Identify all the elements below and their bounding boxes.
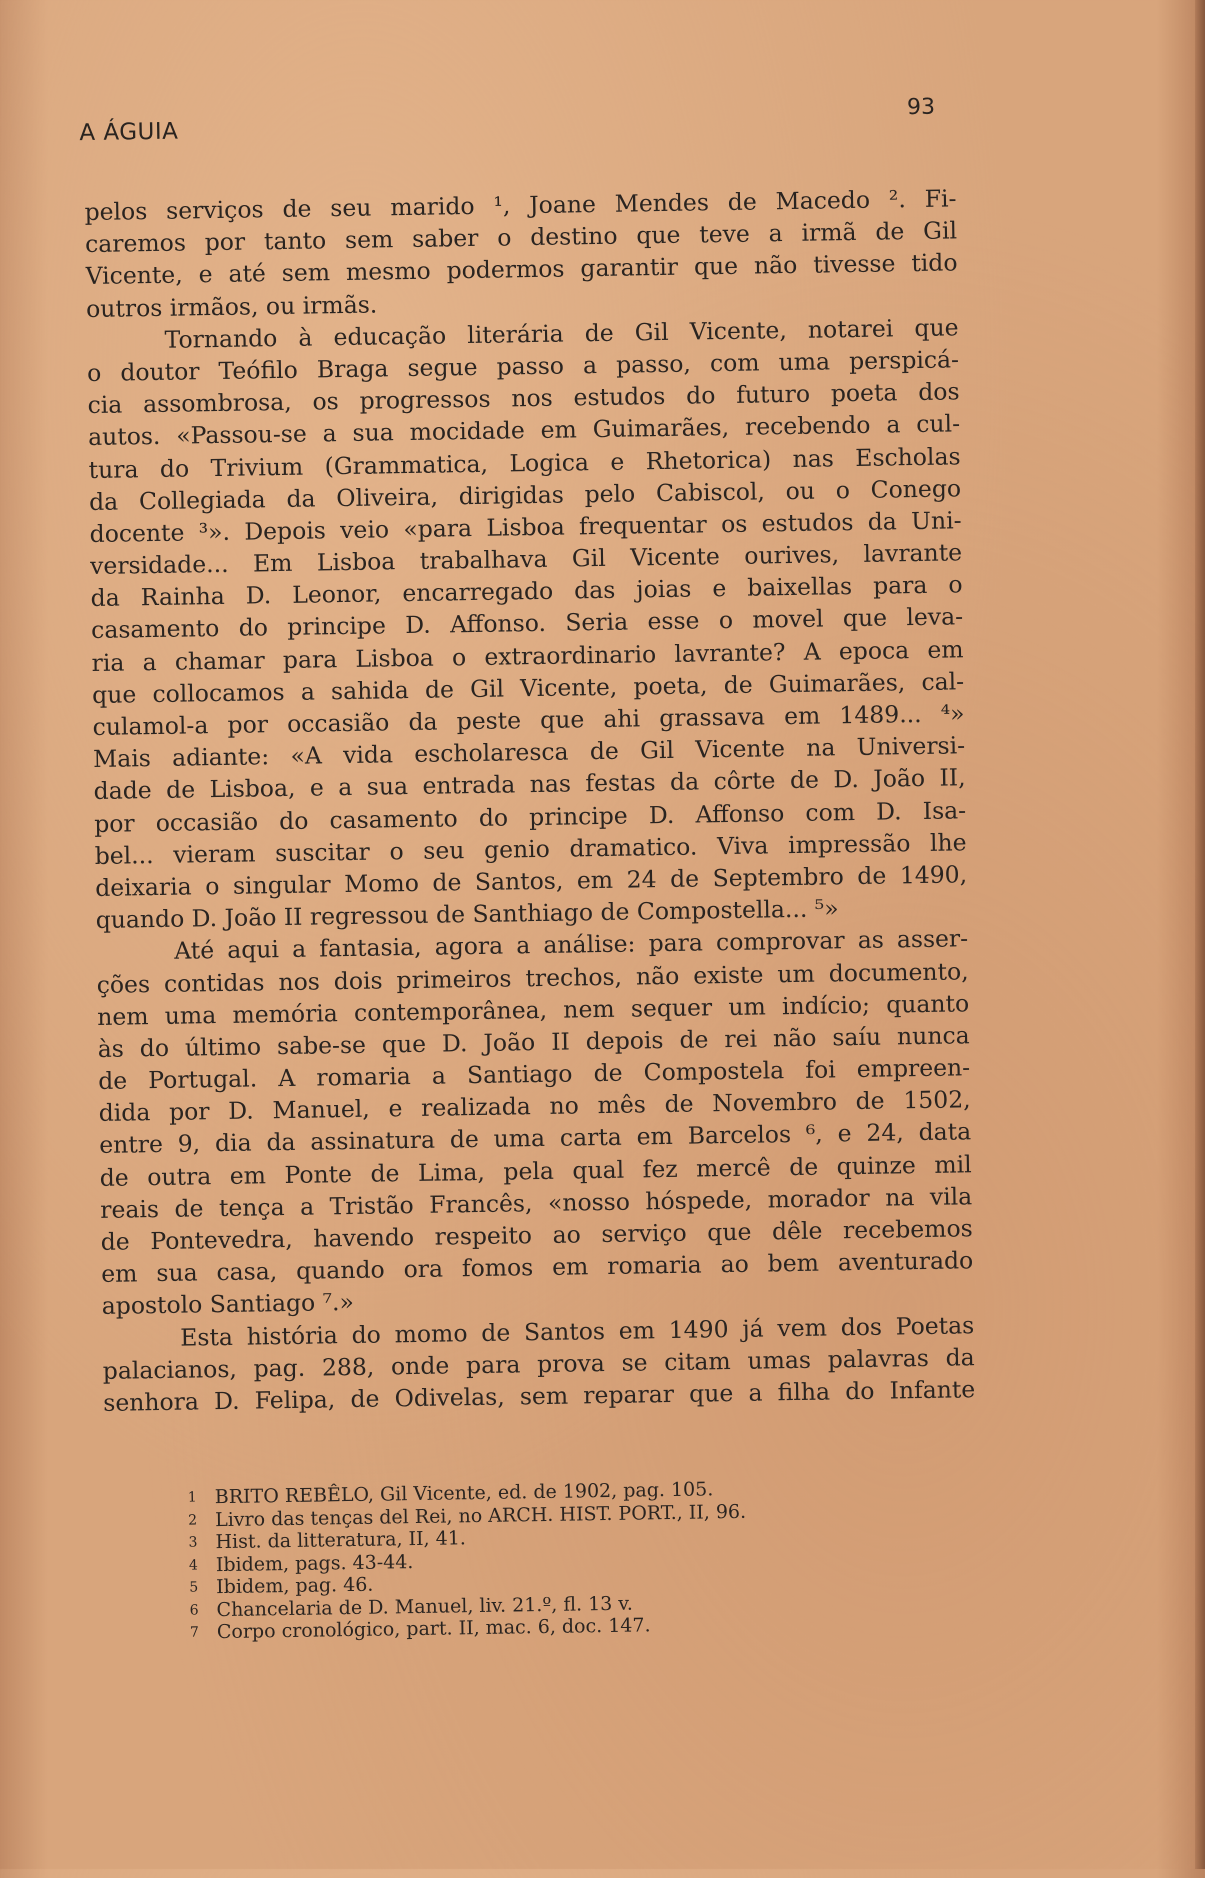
text-line: da Rainha D. Leonor, encarregado das joias e baixellas para o (90, 570, 963, 613)
text-line: o doutor Teófilo Braga segue passo a passo, com uma perspicá- (86, 345, 960, 387)
text-line: caremos por tanto sem saber o destino que teve a irmã de Gil (84, 216, 958, 259)
text-line: Vicente, e até sem mesmo podermos garantir que não tivesse tido (85, 248, 958, 291)
text-line: pelos serviços de seu marido ¹, Joane Mendes de Macedo ². Fi- (84, 184, 957, 227)
footnote-text: Ibidem, pag. 46. (216, 1573, 374, 1599)
footnote-number: 5 (189, 1579, 199, 1596)
footnote-text: Livro das tenças del Rei, no ARCH. HIST. PORT., II, 96. (214, 1500, 747, 1531)
text-line: de Pontevedra, havendo respeito ao serviço que dêle recebemos (100, 1214, 973, 1256)
text-line: autos. «Passou-se a sua mocidade em Guimarães, recebendo a cul- (87, 409, 961, 452)
text-line: entre 9, dia da assinatura de uma carta em Barcelos ⁶, e 24, data (99, 1117, 972, 1160)
text-line: de Portugal. A romaria a Santiago de Compostela foi empreen- (98, 1053, 971, 1095)
text-line: outros irmãos, ou irmãs. (85, 290, 378, 323)
footnote-number: 3 (188, 1534, 198, 1551)
footnote-text: Corpo cronológico, part. II, mac. 6, doc. 147. (216, 1614, 651, 1644)
footnote-number: 7 (189, 1624, 200, 1641)
text-line: senhora D. Felipa, de Odivelas, sem reparar que a filha do Infante (103, 1375, 976, 1417)
text-line: casamento do principe D. Affonso. Seria esse o movel que leva- (90, 602, 964, 645)
text-line: da Collegiada da Oliveira, dirigidas pelo Cabiscol, ou o Conego (88, 474, 962, 516)
text-line: Até aqui a fantasia, agora a análise: para comprovar as asser- (173, 924, 969, 966)
footnote-number: 1 (187, 1489, 197, 1506)
text-line: ções contidas nos dois primeiros trechos, não existe um documento, (96, 956, 969, 999)
footnote-number: 4 (188, 1556, 198, 1574)
body-text (84, 182, 975, 1419)
text-line: em sua casa, quando ora fomos em romaria ao bem aventurado (101, 1246, 974, 1289)
footnote-number: 2 (188, 1511, 198, 1529)
text-line: cia assombrosa, os progressos nos estudos do futuro poeta dos (87, 377, 960, 420)
text-line: deixaria o singular Momo de Santos, em 24 de Septembro de 1490, (94, 860, 968, 902)
text-line: por occasião do casamento do principe D. Affonso com D. Isa- (93, 795, 967, 838)
text-line: ria a chamar para Lisboa o extraordinario lavrante? A epoca em (91, 634, 964, 677)
text-line: Tornando à educação literária de Gil Vicente, notarei que (164, 313, 959, 354)
footnotes (187, 1476, 857, 1644)
footnote-number: 6 (189, 1601, 199, 1619)
text-line: reais de tença a Tristão Francês, «nosso hóspede, morador na vila (100, 1182, 973, 1224)
page-number: 93 (906, 94, 936, 121)
text-line: culamol-a por occasião da peste que ahi grassava em 1489... ⁴» (92, 699, 965, 741)
text-line: apostolo Santiago ⁷.» (101, 1288, 355, 1321)
text-line: de outra em Ponte de Lima, pela qual fez mercê de quinze mil (99, 1149, 972, 1192)
text-line: Mais adiante: «A vida escholaresca de Gil Vicente na Universi- (92, 731, 966, 774)
running-head: A ÁGUIA (79, 118, 179, 147)
text-line: palacianos, pag. 288, onde para prova se citam umas palavras da (102, 1342, 975, 1385)
footnote-text: BRITO REBÊLO, Gil Vicente, ed. de 1902, pag. 105. (214, 1478, 714, 1509)
text-line: dade de Lisboa, e a sua entrada nas festas da côrte de D. João II, (93, 763, 966, 806)
text-line: versidade... Em Lisboa trabalhava Gil Vicente ourives, lavrante (89, 538, 963, 581)
footnote-text: Hist. da litteratura, II, 41. (215, 1527, 467, 1554)
text-line: tura do Trivium (Grammatica, Logica e Rhetorica) nas Escholas (88, 441, 961, 484)
page-edge-shadow (1195, 0, 1205, 1869)
text-line: às do último sabe-se que D. João II depois de rei não saíu nunca (97, 1021, 970, 1063)
text-line: bel... vieram suscitar o seu genio dramatico. Viva impressão lhe (94, 828, 967, 870)
text-line: que collocamos a sahida de Gil Vicente, poeta, de Guimarães, cal- (91, 667, 965, 709)
text-line: Esta história do momo de Santos em 1490 já vem dos Poetas (180, 1310, 975, 1352)
text-line: nem uma memória contemporânea, nem sequer um indício; quanto (97, 988, 970, 1031)
footnote-text: Ibidem, pags. 43-44. (215, 1550, 414, 1576)
text-line: docente ³». Depois veio «para Lisboa frequentar os estudos da Uni- (89, 506, 962, 548)
text-line: quando D. João II regressou de Santhiago de Compostella... ⁵» (95, 894, 839, 935)
text-line: dida por D. Manuel, e realizada no mês de Novembro de 1502, (98, 1085, 971, 1128)
footnote-text: Chancelaria de D. Manuel, liv. 21.º, fl. 13 v. (216, 1592, 634, 1621)
